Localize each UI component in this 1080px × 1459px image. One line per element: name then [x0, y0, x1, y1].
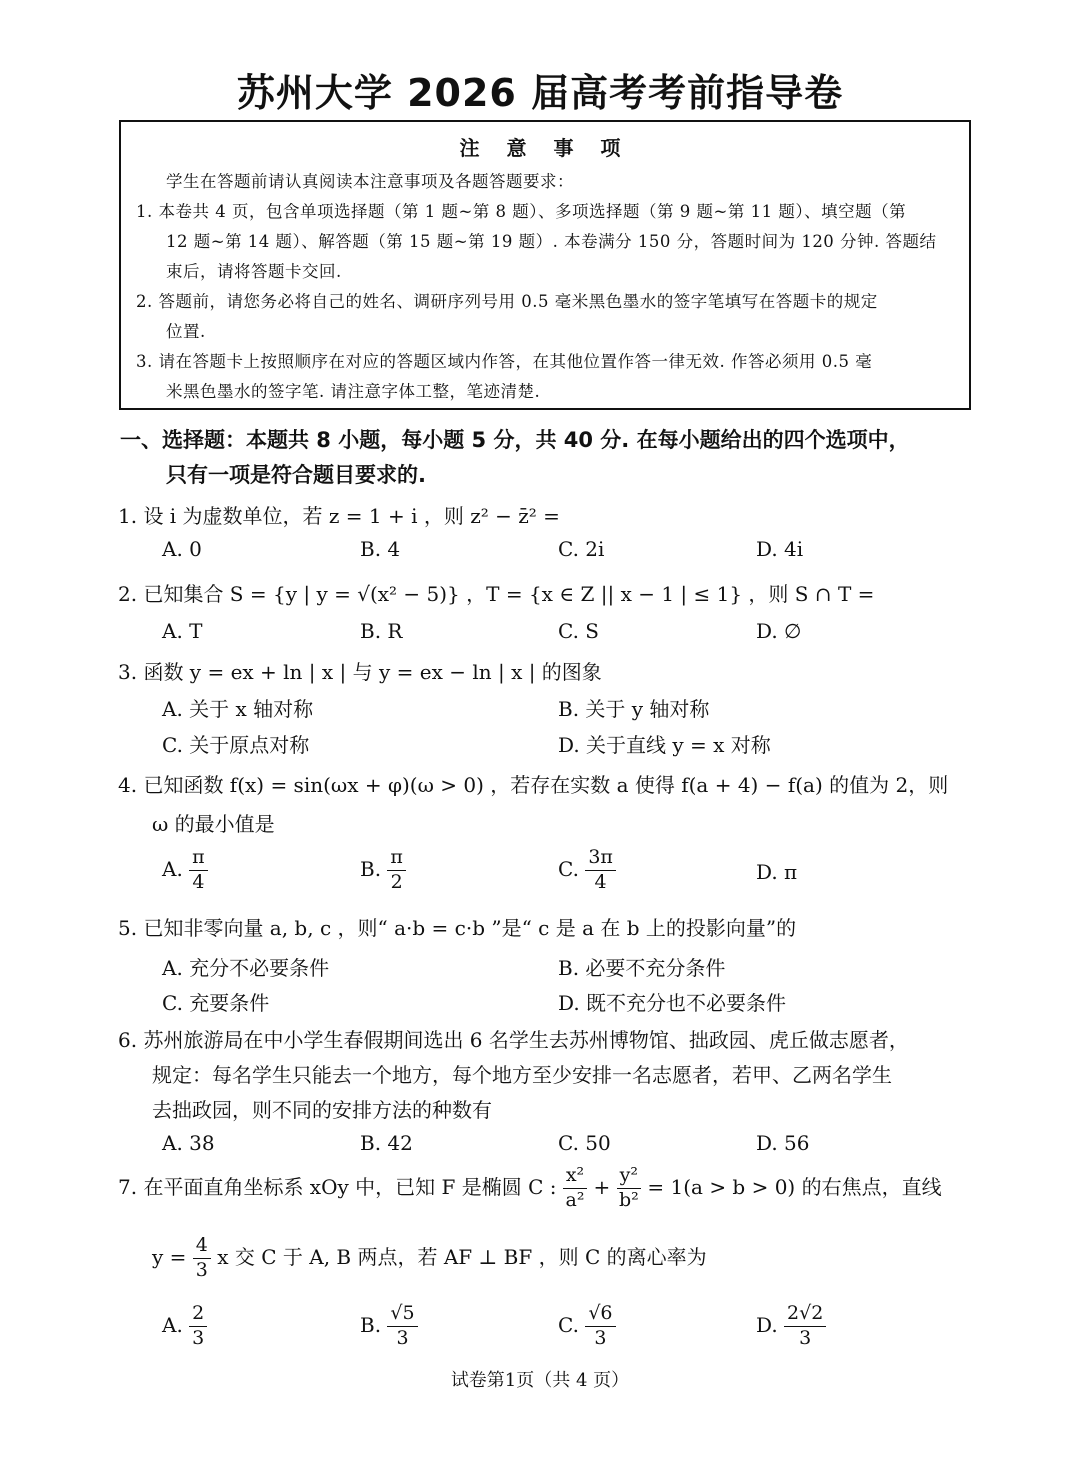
question-1-option-d: D. 4i	[756, 537, 804, 561]
page-footer: 试卷第1页（共 4 页）	[450, 1370, 630, 1391]
question-3-option-b: B. 关于 y 轴对称	[558, 697, 710, 721]
question-2-option-c: C. S	[558, 619, 600, 643]
exam-title: 苏州大学 2026 届高考考前指导卷	[236, 71, 844, 115]
question-7-stem: 7. 在平面直角坐标系 xOy 中，已知 F 是椭圆 C : $\frac{\text{x²}}{\text{a²}}$ + $\frac{\text{y²}}{\text{b²}}$ = 1(a > b > 0) 的右焦点，直线	[118, 1164, 942, 1211]
question-2-stem: 2. 已知集合 S = {y | y = √(x² − 5)} ，T = {x ∈ Z || x − 1 | ≤ 1} ，则 S ∩ T =	[118, 582, 875, 606]
question-6-option-b: B. 42	[360, 1131, 413, 1155]
section-heading: 一、选择题：本题共 8 小题，每小题 5 分，共 40 分. 在每小题给出的四个选项中，	[120, 428, 910, 452]
question-5-option-b: B. 必要不充分条件	[558, 956, 726, 980]
notice-line: 束后，请将答题卡交回.	[166, 262, 342, 281]
question-6-stem: 6. 苏州旅游局在中小学生春假期间选出 6 名学生去苏州博物馆、拙政园、虎丘做志愿者，	[118, 1028, 909, 1052]
notice-box	[119, 120, 971, 410]
fraction: $\frac{2√2}{3}$	[784, 1304, 826, 1349]
question-4-stem: 4. 已知函数 f(x) = sin(ωx + φ)(ω > 0) ，若存在实数 a 使得 f(a + 4) − f(a) 的值为 2，则	[118, 773, 949, 797]
question-6-option-c: C. 50	[558, 1131, 611, 1155]
question-2-option-a: A. T	[162, 619, 203, 643]
question-1-option-b: B. 4	[360, 537, 401, 561]
question-3-option-a: A. 关于 x 轴对称	[162, 697, 314, 721]
question-4-option-b: B. $\frac{\pi}{2}$	[360, 848, 406, 893]
question-7-option-c: C. $\frac{√6}{3}$	[558, 1304, 616, 1349]
question-4-option-a: A. $\frac{\pi}{4}$	[162, 848, 208, 893]
question-6-option-d: D. 56	[756, 1131, 810, 1155]
fraction: $\frac{\text{y²}}{\text{b²}}$	[617, 1166, 641, 1211]
question-6-stem-cont: 规定：每名学生只能去一个地方，每个地方至少安排一名志愿者，若甲、乙两名学生	[152, 1063, 892, 1087]
notice-line: 位置.	[166, 322, 206, 341]
question-3-stem: 3. 函数 y = ex + ln | x | 与 y = ex − ln | x | 的图象	[118, 660, 602, 684]
fraction: $\frac{\pi}{2}$	[387, 848, 406, 893]
question-7-option-b: B. $\frac{√5}{3}$	[360, 1304, 418, 1349]
question-3-option-c: C. 关于原点对称	[162, 733, 310, 757]
question-6-stem-cont: 去拙政园，则不同的安排方法的种数有	[152, 1098, 492, 1122]
fraction: $\frac{4}{3}$	[193, 1236, 211, 1281]
question-4-option-c: C. $\frac{3\pi}{4}$	[558, 848, 616, 893]
fraction: $\frac{√5}{3}$	[387, 1304, 417, 1349]
question-5-stem: 5. 已知非零向量 a, b, c ，则“ a·b = c·b ”是“ c 是 a 在 b 上的投影向量”的	[118, 916, 797, 940]
question-2-option-d: D. ∅	[756, 619, 802, 643]
question-1-option-c: C. 2i	[558, 537, 605, 561]
question-3-option-d: D. 关于直线 y = x 对称	[558, 733, 771, 757]
notice-line: 12 题~第 14 题）、解答题（第 15 题~第 19 题）. 本卷满分 150 分，答题时间为 120 分钟. 答题结	[166, 232, 937, 251]
notice-intro: 学生在答题前请认真阅读本注意事项及各题答题要求：	[166, 172, 574, 191]
notice-line: 1. 本卷共 4 页，包含单项选择题（第 1 题~第 8 题）、多项选择题（第 9 题~第 11 题）、填空题（第	[136, 202, 907, 221]
question-6-option-a: A. 38	[162, 1131, 215, 1155]
notice-line: 米黑色墨水的签字笔. 请注意字体工整，笔迹清楚.	[166, 382, 541, 401]
question-4-stem-cont: ω 的最小值是	[152, 812, 275, 836]
fraction: $\frac{3\pi}{4}$	[585, 848, 616, 893]
question-7-stem-cont: y = $\frac{4}{3}$ x 交 C 于 A, B 两点，若 AF ⊥ BF ，则 C 的离心率为	[152, 1234, 707, 1281]
notice-line: 2. 答题前，请您务必将自己的姓名、调研序列号用 0.5 毫米黑色墨水的签字笔填写在答题卡的规定	[136, 292, 878, 311]
question-1-option-a: A. 0	[162, 537, 202, 561]
question-2-option-b: B. R	[360, 619, 403, 643]
question-7-option-a: A. $\frac{2}{3}$	[162, 1304, 207, 1349]
question-7-option-d: D. $\frac{2√2}{3}$	[756, 1304, 826, 1349]
question-5-option-a: A. 充分不必要条件	[162, 956, 330, 980]
question-5-option-c: C. 充要条件	[162, 991, 270, 1015]
section-heading-cont: 只有一项是符合题目要求的.	[166, 463, 426, 487]
question-5-option-d: D. 既不充分也不必要条件	[558, 991, 787, 1015]
fraction: $\frac{\text{x²}}{\text{a²}}$	[563, 1166, 587, 1211]
fraction: $\frac{√6}{3}$	[585, 1304, 615, 1349]
fraction: $\frac{\pi}{4}$	[189, 848, 208, 893]
question-4-option-d: D. π	[756, 860, 798, 884]
question-1-stem: 1. 设 i 为虚数单位，若 z = 1 + i ，则 z² − z̄² =	[118, 504, 560, 528]
notice-heading: 注 意 事 项	[459, 136, 631, 160]
fraction: $\frac{2}{3}$	[189, 1304, 207, 1349]
notice-line: 3. 请在答题卡上按照顺序在对应的答题区域内作答，在其他位置作答一律无效. 作答必须用 0.5 毫	[136, 352, 873, 371]
